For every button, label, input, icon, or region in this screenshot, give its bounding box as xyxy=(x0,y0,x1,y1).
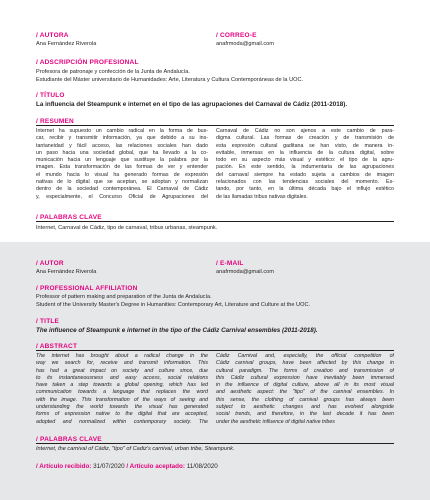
resumen-line: car, recibir y transmitir información, ya que debido a su ins- xyxy=(36,135,208,142)
resumen-line: y, especialmente, el Concurso Oficial de Agrupaciones del xyxy=(36,193,208,200)
correo-label: / CORREO-E xyxy=(216,32,257,39)
resumen-label: / RESUMEN xyxy=(36,118,74,125)
abstract-line: forms of expression native to the digital that are accepted, xyxy=(36,411,208,418)
resumen-column-right xyxy=(216,128,394,201)
abstract-line: Cádiz carnival groups, have been affected by this change in xyxy=(216,360,394,367)
resumen-line: relacionados con las tendencias sociales del momento. Es- xyxy=(216,178,394,185)
abstract-rule xyxy=(36,350,394,351)
affiliation-line: Professor of pattern making and preparation of the Junta de Andalucía. xyxy=(36,294,212,300)
abstract-line: has had a great impact on society and culture since, due xyxy=(36,367,208,374)
abstract-label: / ABSTRACT xyxy=(36,343,78,350)
email-value: anafrmoda@gmail.com xyxy=(216,269,274,275)
resumen-line: del carnaval siempre ha estado sujeta a cambios de imagen xyxy=(216,171,394,178)
accepted-date: 11/08/2020 xyxy=(186,463,218,470)
article-dates xyxy=(36,463,218,470)
resumen-rule xyxy=(36,125,394,126)
resumen-line: imagen. Esta transformación de las formas de ver y entender xyxy=(36,164,208,171)
resumen-line: de las llamadas tribus nativas digitales. xyxy=(216,193,308,200)
keywords-label: / PALABRAS CLAVE xyxy=(36,436,102,443)
title-value: The influence of Steampunk e internet in the tipo of the Cádiz Carnival ensembles (2011-2018). xyxy=(36,327,318,334)
resumen-line: Carnaval de Cádiz no son ajenos a este cambio de para- xyxy=(216,128,394,134)
keywords-rule xyxy=(36,443,394,444)
accepted-label: / Artículo aceptado: xyxy=(126,463,185,470)
resumen-line: pación. En este sentido, la indumentaria de las agrupaciones xyxy=(216,164,394,171)
abstract-line: this Cádiz cultural expression have inevitably been immersed xyxy=(216,374,394,381)
abstract-line: The internet has brought about a radical change in the xyxy=(36,353,208,359)
abstract-line: subject to aesthetic changes and has evolved alongside xyxy=(216,403,394,410)
title-label: / TITLE xyxy=(36,318,60,325)
palabras-clave-rule xyxy=(36,221,394,222)
received-date: 31/07/2020 xyxy=(93,463,125,470)
resumen-line: esta expresión cultural gaditana se han visto, de manera in- xyxy=(216,142,394,149)
abstract-line: this sense, the clothing of carnival groups has always been xyxy=(216,396,394,403)
abstract-line: and aesthetic aspect: the "tipo" of the carnival ensembles. In xyxy=(216,389,394,396)
autora-label: / AUTORA xyxy=(36,32,69,39)
resumen-column-left xyxy=(36,128,208,201)
resumen-line: evitable, inmersas en la influencia de la cultura digital, sobre xyxy=(216,149,394,156)
resumen-line: nativas de lo digital que se aceptan, se adoptan y normalizan xyxy=(36,178,208,185)
abstract-line: with the image. This transformation of the ways of seeing and xyxy=(36,396,208,403)
received-label: / Artículo recibido: xyxy=(36,463,92,470)
abstract-line: cultural paradigm. The forms of creation and transmission of xyxy=(216,367,394,374)
abstract-column-right xyxy=(216,353,394,426)
resumen-line: todo en su aspecto más visual y estético: el tipo de la agru- xyxy=(216,157,394,164)
autora-value: Ana Fernández Riverola xyxy=(36,41,97,47)
resumen-line: Internet ha supuesto un cambio radical en la forma de bus- xyxy=(36,128,208,134)
adscripcion-label: / ADSCRIPCIÓN PROFESIONAL xyxy=(36,59,139,66)
abstract-line: have taken a step towards a global opening, which has led xyxy=(36,382,208,389)
author-value: Ana Fernández Riverola xyxy=(36,269,97,275)
resumen-line: digma cultural. Las formas de creación y de transmisión de xyxy=(216,135,394,142)
palabras-clave-label: / PALABRAS CLAVE xyxy=(36,214,102,221)
abstract-line: to its instantaneousness and easy access, social relations xyxy=(36,374,208,381)
abstract-line: adopted and normalized within contemporary society. The xyxy=(36,418,208,425)
correo-value: anafrmoda@gmail.com xyxy=(216,41,274,47)
resumen-line: municación hacia un lenguaje que sustituye la palabra por la xyxy=(36,157,208,164)
author-label: / AUTOR xyxy=(36,260,64,267)
abstract-line: way we search for, receive and transmit information. This xyxy=(36,360,208,367)
resumen-line: dentro de la sociedad contemporánea. El Carnaval de Cádiz xyxy=(36,186,208,193)
palabras-clave-value: Internet, Carnaval de Cádiz, tipo de carnaval, tribus urbanas, steampunk. xyxy=(36,225,218,231)
abstract-line: Cádiz Carnival and, especially, the official competition of xyxy=(216,353,394,359)
affiliation-line: Student of the University Master's Degree in Humanities: Contemporary Art, Literature and Culture at the UOC. xyxy=(36,302,311,308)
adscripcion-line: Profesora de patronaje y confección de la Junta de Andalucía. xyxy=(36,69,190,75)
resumen-line: tando, por tanto, en la última década bajo el influjo estético xyxy=(216,186,394,193)
keywords-value: Internet, the carnival of Cádiz, "tipo" of Cadiz's carnival, urban tribe, Steampunk. xyxy=(36,446,235,452)
email-label: / E-MAIL xyxy=(216,260,244,267)
abstract-line: communication towards a language that replaces the word xyxy=(36,389,208,396)
abstract-line: understanding the world towards the visual has generated xyxy=(36,403,208,410)
adscripcion-line: Estudiante del Máster universitario de Humanidades: Arte, Literatura y Cultura Contemporáneas de la UOC. xyxy=(36,77,304,83)
resumen-line: tantaneidad y fácil acceso, las relaciones sociales han dado xyxy=(36,142,208,149)
affiliation-label: / PROFESSIONAL AFFILIATION xyxy=(36,285,138,292)
resumen-line: el mundo hacia lo visual ha generado formas de expresión xyxy=(36,171,208,178)
titulo-value: La influencia del Steampunk e internet en el tipo de las agrupaciones del Carnaval de Cádiz (2011-2018). xyxy=(36,101,348,108)
abstract-column-left xyxy=(36,353,208,426)
resumen-line: un paso hacia una sociedad global, que ha llevado a la co- xyxy=(36,149,208,156)
abstract-line: in the influence of digital culture, above all in its most visual xyxy=(216,382,394,389)
abstract-line: social trends, and therefore, in the last decade it has been xyxy=(216,411,394,418)
abstract-line: under the aesthetic influence of digital native tribes xyxy=(216,418,335,425)
titulo-label: / TÍTULO xyxy=(36,92,65,99)
